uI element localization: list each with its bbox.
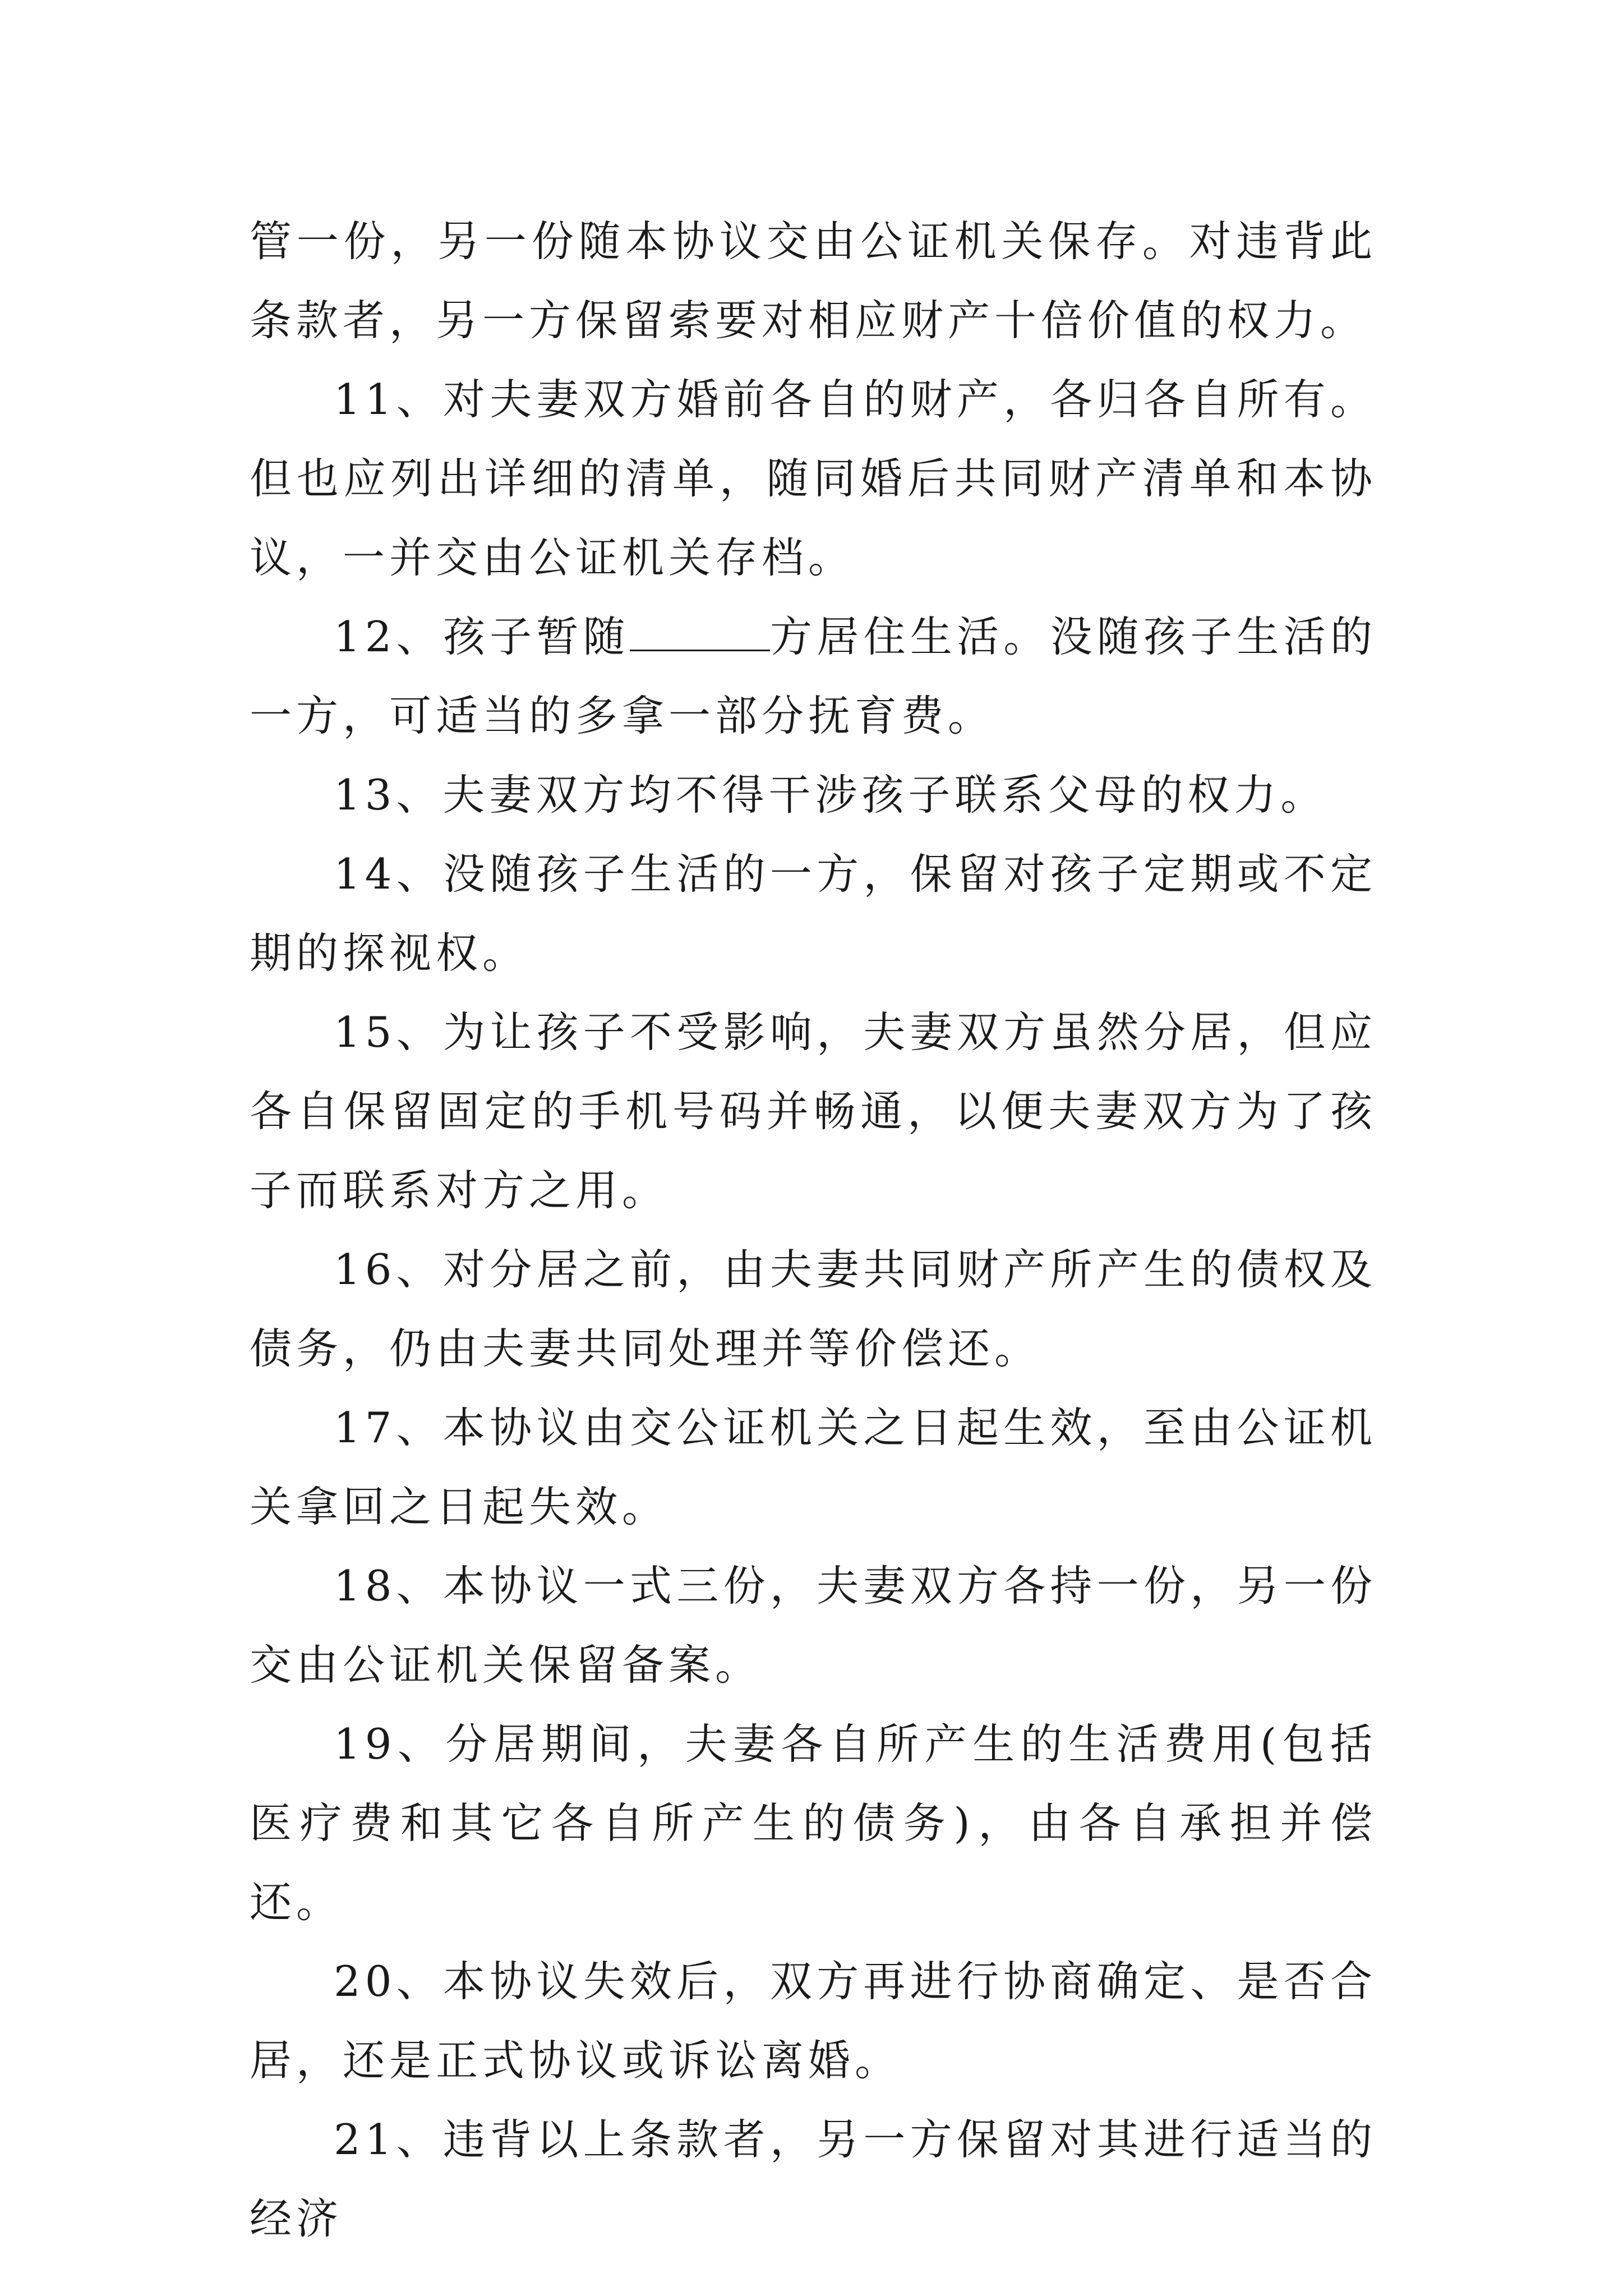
- clause-12: [250, 597, 1377, 756]
- paragraph-continuation: 管一份，另一份随本协议交由公证机关保存。对违背此条款者，另一方保留索要对相应财产十倍价值的权力。: [250, 217, 1377, 345]
- clause-19: 19、分居期间，夫妻各自所产生的生活费用(包括医疗费和其它各自所产生的债务)，由各自承担并偿还。: [250, 1719, 1377, 1927]
- document-body: [250, 202, 1377, 2258]
- clause-12-after-blank: 方居住生活。没随孩子生活的一方，可适当的多拿一部分抚育费。: [250, 612, 1377, 740]
- clause-12-before-blank: 12、孩子暂随: [334, 612, 630, 661]
- clause-21: 21、违背以上条款者，另一方保留对其进行适当的经济: [250, 2115, 1377, 2243]
- clause-16: 16、对分居之前，由夫妻共同财产所产生的债权及债务，仍由夫妻共同处理并等价偿还。: [250, 1245, 1377, 1373]
- clause-17: 17、本协议由交公证机关之日起生效，至由公证机关拿回之日起失效。: [250, 1403, 1377, 1531]
- clause-15: 15、为让孩子不受影响，夫妻双方虽然分居，但应各自保留固定的手机号码并畅通，以便夫妻双方为了孩子而联系对方之用。: [250, 1007, 1377, 1215]
- clause-13: 13、夫妻双方均不得干涉孩子联系父母的权力。: [334, 770, 1327, 820]
- clause-20: 20、本协议失效后，双方再进行协商确定、是否合居，还是正式协议或诉讼离婚。: [250, 1957, 1377, 2085]
- fill-in-blank-line: [630, 615, 770, 651]
- clause-18: 18、本协议一式三份，夫妻双方各持一份，另一份交由公证机关保留备案。: [250, 1561, 1377, 1690]
- clause-11: 11、对夫妻双方婚前各自的财产，各归各自所有。但也应列出详细的清单，随同婚后共同财产清单和本协议，一并交由公证机关存档。: [250, 375, 1377, 582]
- clause-14: 14、没随孩子生活的一方，保留对孩子定期或不定期的探视权。: [250, 849, 1377, 978]
